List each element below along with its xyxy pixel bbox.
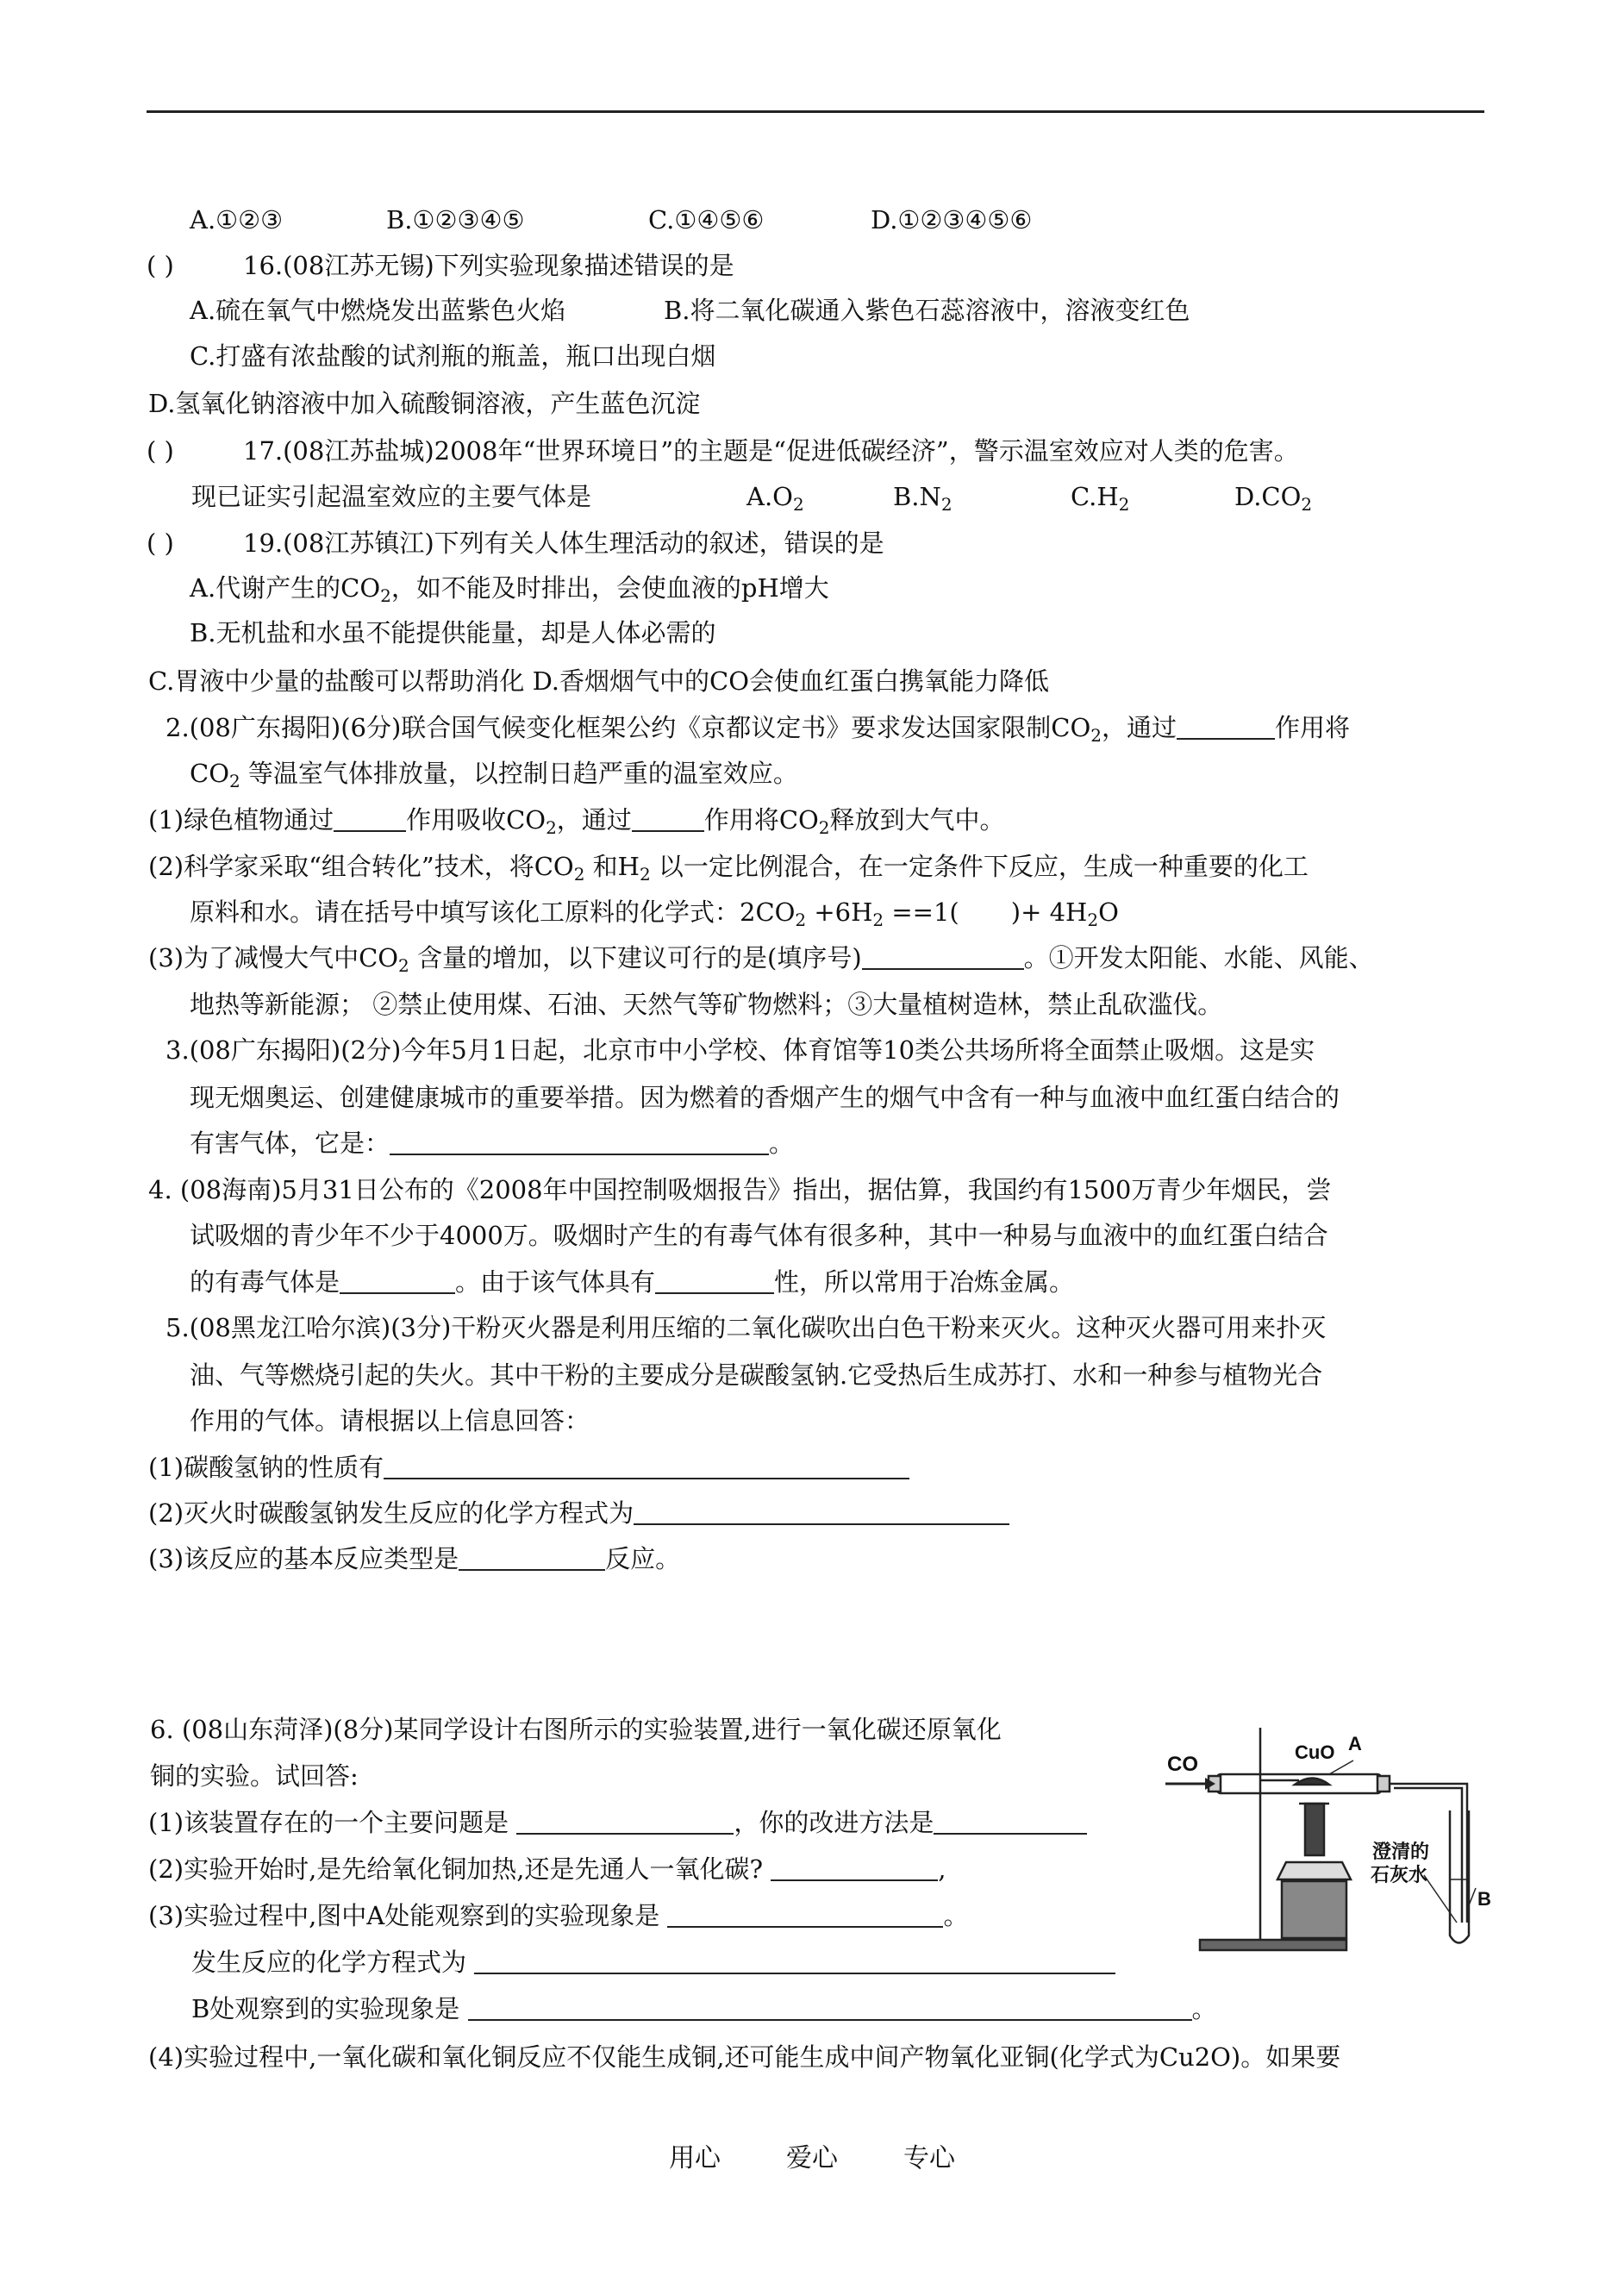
cuo-label: CuO: [1295, 1742, 1335, 1763]
q17-option-c: $C.H_2$: [1071, 482, 1130, 515]
p4-blank-1[interactable]: [340, 1270, 455, 1294]
q15-option-d: D.①②③④⑤⑥: [871, 205, 1033, 235]
q19-option-b: B.无机盐和水虽不能提供能量，却是人体必需的: [190, 618, 716, 647]
p4-line3: 的有毒气体是 。由于该气体具有 性，所以常用于冶炼金属。: [190, 1267, 1075, 1297]
p6-blank-2[interactable]: [934, 1810, 1087, 1835]
q15-option-b: B.①②③④⑤: [386, 205, 525, 235]
p4-line1: 4. (08海南)5月31日公布的《2008年中国控制吸烟报告》指出，据估算，我国约有1500万青少年烟民，尝: [148, 1175, 1332, 1204]
q17-stem: 17.(08江苏盐城)2008年“世界环境日”的主题是“促进低碳经济”，警示温室效应对人类的危害。: [243, 436, 1299, 466]
p6-blank-5[interactable]: [474, 1950, 1115, 1974]
b-label: B: [1477, 1888, 1491, 1910]
wire-gauze: [1305, 1804, 1324, 1855]
p2-sub3-line2: 地热等新能源； ②禁止使用煤、石油、天然气等矿物燃料；③大量植树造林，禁止乱砍滥伐。: [190, 990, 1223, 1019]
p5-line3: 作用的气体。请根据以上信息回答：: [190, 1406, 590, 1435]
page-footer: [0, 2136, 1624, 2174]
p2-sub3-blank[interactable]: [862, 946, 1024, 970]
p5-blank-2[interactable]: [634, 1501, 1009, 1525]
alcohol-lamp: [1282, 1881, 1346, 1938]
q16-option-c: C.打盛有浓盐酸的试剂瓶的瓶盖，瓶口出现白烟: [190, 341, 716, 371]
p6-blank-3[interactable]: [771, 1857, 938, 1881]
q19-option-a: A.代谢产生的$CO_2$，如不能及时排出，会使血液的pH增大: [190, 573, 829, 606]
p5-sub2: (2)灭火时碳酸氢钠发生反应的化学方程式为: [148, 1498, 1009, 1529]
p3-line2: 现无烟奥运、创建健康城市的重要举措。因为燃着的香烟产生的烟气中含有一种与血液中血红蛋白结合的: [190, 1083, 1340, 1112]
test-tube: [1450, 1810, 1469, 1943]
p2-stem-line1: 2.(08广东揭阳)(6分)联合国气候变化框架公约《京都议定书》要求发达国家限制$CO_2$，通过 作用将: [166, 713, 1351, 746]
p3-line3: 有害气体，它是： 。: [190, 1129, 795, 1158]
q17-answer-paren[interactable]: ( ): [147, 436, 174, 466]
p6-blank-1[interactable]: [516, 1810, 734, 1835]
footer-word-2: 爱心: [786, 2143, 838, 2173]
header-rule: [147, 110, 1484, 113]
p5-sub1: (1)碳酸氢钠的性质有: [148, 1452, 909, 1483]
q17-option-a: $A.O_2$: [746, 482, 804, 515]
p2-blank-1[interactable]: [1177, 716, 1275, 740]
p6-line2: 铜的实验。试回答:: [150, 1761, 359, 1791]
q16-option-b: B.将二氧化碳通入紫色石蕊溶液中，溶液变红色: [664, 296, 1190, 325]
p6-blank-6[interactable]: [468, 1997, 1192, 2021]
p5-blank-3[interactable]: [459, 1547, 605, 1571]
p2-sub3-line1: (3)为了减慢大气中$CO_2$ 含量的增加，以下建议可行的是(填序号) 。①开发太阳能、水能、风能、: [148, 943, 1374, 976]
limewater-label-line1: 澄清的: [1372, 1841, 1430, 1862]
footer-word-3: 专心: [903, 2143, 955, 2173]
p3-line1: 3.(08广东揭阳)(2分)今年5月1日起，北京市中小学校、体育馆等10类公共场所将全面禁止吸烟。这是实: [166, 1035, 1315, 1065]
p6-sub3-b: B处观察到的实验现象是 。: [191, 1994, 1217, 2023]
p6-sub2: (2)实验开始时,是先给氧化铜加热,还是先通人一氧化碳? ,: [148, 1854, 946, 1884]
lamp-top: [1277, 1862, 1351, 1879]
q17-option-b: $B.N_2$: [893, 482, 953, 515]
q16-option-d: D.氢氧化钠溶液中加入硫酸铜溶液，产生蓝色沉淀: [148, 389, 701, 418]
q17-option-d: $D.CO_2$: [1234, 482, 1313, 515]
q19-option-cd: C.胃液中少量的盐酸可以帮助消化 D.香烟烟气中的CO会使血红蛋白携氧能力降低: [148, 666, 1049, 696]
p6-line1: 6. (08山东菏泽)(8分)某同学设计右图所示的实验装置,进行一氧化碳还原氧化: [150, 1715, 1002, 1744]
q16-option-a: A.硫在氧气中燃烧发出蓝紫色火焰: [190, 296, 566, 325]
co-reduction-apparatus-figure: [1165, 1724, 1510, 1961]
p6-sub3-equation: 发生反应的化学方程式为: [191, 1947, 1115, 1978]
p5-line1: 5.(08黑龙江哈尔滨)(3分)干粉灭火器是利用压缩的二氧化碳吹出白色干粉来灭火。这种灭火器可用来扑灭: [166, 1313, 1327, 1342]
cuo-sample: [1295, 1779, 1329, 1785]
stand-base: [1200, 1940, 1346, 1950]
q16-answer-paren[interactable]: ( ): [147, 251, 174, 280]
p5-line2: 油、气等燃烧引起的失火。其中干粉的主要成分是碳酸氢钠.它受热后生成苏打、水和一种参与植物光合: [190, 1360, 1323, 1390]
q19-answer-paren[interactable]: ( ): [147, 528, 174, 558]
a-label: A: [1348, 1733, 1362, 1754]
p4-blank-2[interactable]: [655, 1270, 774, 1294]
p2-sub2-line2: 原料和水。请在括号中填写该化工原料的化学式：$2CO_2 +6H_2 ==1$( )+ $4H_2O$: [190, 897, 1119, 930]
p6-blank-4[interactable]: [667, 1904, 943, 1928]
p2-stem-line2: $CO_2$ 等温室气体排放量，以控制日趋严重的温室效应。: [190, 759, 798, 791]
p2-sub2-line1: (2)科学家采取“组合转化”技术，将$CO_2$ 和$H_2$ 以一定比例混合，在一定条件下反应，生成一种重要的化工: [148, 852, 1309, 885]
p5-sub3: (3)该反应的基本反应类型是 反应。: [148, 1544, 681, 1573]
limewater-label-line2: 石灰水: [1371, 1864, 1428, 1885]
co-label: CO: [1167, 1753, 1198, 1776]
q17-stem-line2: 现已证实引起温室效应的主要气体是: [191, 482, 592, 511]
p2-sub1-blank-2[interactable]: [632, 808, 704, 832]
p4-line2: 试吸烟的青少年不少于4000万。吸烟时产生的有毒气体有很多种，其中一种易与血液中的血红蛋白结合: [190, 1221, 1328, 1250]
q15-option-a: A.①②③: [190, 205, 284, 235]
p6-sub4: (4)实验过程中,一氧化碳和氧化铜反应不仅能生成铜,还可能生成中间产物氧化亚铜(化学式为Cu2O)。如果要: [148, 2042, 1341, 2072]
p2-sub1-blank-1[interactable]: [334, 808, 406, 832]
q16-stem: 16.(08江苏无锡)下列实验现象描述错误的是: [243, 251, 734, 280]
q15-option-c: C.①④⑤⑥: [648, 205, 765, 235]
p6-sub1: (1)该装置存在的一个主要问题是 ，你的改进方法是: [148, 1807, 1087, 1838]
stopper-right: [1377, 1776, 1390, 1792]
p6-sub3: (3)实验过程中,图中A处能观察到的实验现象是 。: [148, 1901, 969, 1930]
q19-stem: 19.(08江苏镇江)下列有关人体生理活动的叙述，错误的是: [243, 528, 884, 558]
footer-word-1: 用心: [669, 2143, 721, 2173]
p2-sub1: (1)绿色植物通过 作用吸收$CO_2$，通过 作用将$CO_2$释放到大气中。: [148, 805, 1005, 838]
p3-blank[interactable]: [390, 1131, 769, 1155]
p5-blank-1[interactable]: [384, 1455, 909, 1479]
